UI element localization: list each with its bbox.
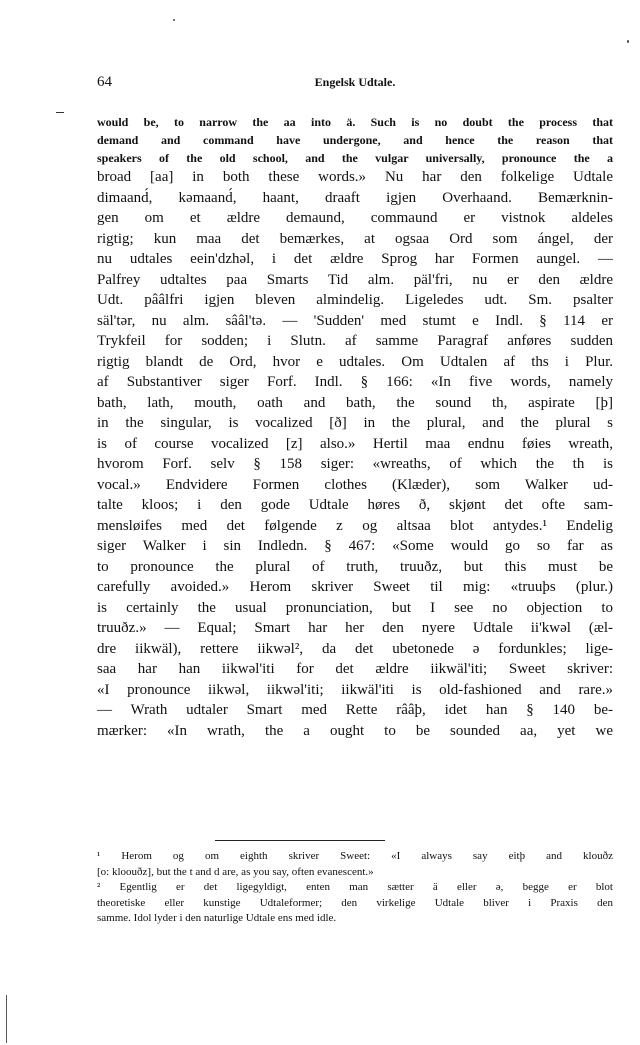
footnotes <box>97 849 613 927</box>
text-line: mærker: «In wrath, the a ought to be sounded aa, yet we <box>97 722 613 739</box>
dust-speck <box>173 19 175 21</box>
footnote-line: samme. Idol lyder i den naturlige Udtale ens med idle. <box>97 912 337 924</box>
text-line: af Substantiver siger Forf. Indl. § 166: «In five words, namely <box>97 374 613 390</box>
text-line: truuðz.» — Equal; Smart har her den nyere Udtale ii'kwəl (æl- <box>97 620 613 636</box>
margin-mark <box>56 112 64 113</box>
text-line: mensløifes med det følgende z og altsaa blot antydes.¹ Endelig <box>97 517 613 534</box>
text-line: rigtig; kun maa det bemærkes, at ogsaa Ord som ángel, der <box>97 230 613 247</box>
text-line: is of course vocalized [z] also.» Hertil maa endnu føies wreath, <box>97 435 613 452</box>
text-line: rigtig blandt de Ord, hvor e udtales. Om Udtalen af ths i Plur. <box>97 353 613 370</box>
text-line: vocal.» Endvidere Formen clothes (Klæder), som Walker ud- <box>97 476 613 493</box>
running-title: Engelsk Udtale. <box>314 75 396 89</box>
text-line: speakers of the old school, and the vulgar universally, pronounce the a <box>97 151 613 165</box>
margin-line <box>6 995 7 1043</box>
footnote-rule <box>215 840 385 841</box>
text-line: «I pronounce iikwəl, iikwəl'iti; iikwäl'iti is old-fashioned and rare.» <box>97 681 613 698</box>
text-line: Udt. pââlfri igjen bleven almindelig. Ligeledes udt. Sm. psalter <box>97 292 613 308</box>
text-line: would be, to narrow the aa into ä. Such is no doubt the process that <box>97 115 613 129</box>
footnote-line: [o: kloouðz], but the t and d are, as you say, often evanescent.» <box>97 865 374 878</box>
text-line: to pronounce the plural of truth, truuðz, but this must be <box>97 558 613 575</box>
body-text <box>97 113 613 741</box>
text-line: Trykfeil for sodden; i Slutn. af samme Paragraf anføres sudden <box>97 333 613 349</box>
page-number: 64 <box>97 74 112 90</box>
text-line: Palfrey udtaltes paa Smarts Tid alm. päl'fri, nu er den ældre <box>97 271 613 288</box>
text-line: broad [aa] in both these words.» Nu har den folkelige Udtale <box>97 169 613 185</box>
text-line: gen om et ældre demaund, commaund er vistnok aldeles <box>97 210 613 226</box>
dust-speck <box>627 40 629 43</box>
footnote-line: theoretiske eller kunstige Udtaleformer; den virkelige Udtale bliver i Praxis den <box>97 896 613 909</box>
text-line: dre iikwäl), rettere iikwəl², da det ubetonede ə fordunkles; lige- <box>97 640 613 657</box>
text-line: is certainly the usual pronunciation, but I see no objection to <box>97 599 613 616</box>
text-line: carefully avoided.» Herom skriver Sweet til mig: «truuþs (plur.) <box>97 579 613 595</box>
text-line: säl'tər, nu alm. sââl'tə. — 'Sudden' med stumt e Indl. § 114 er <box>97 312 613 329</box>
text-line: bath, lath, mouth, oath and bath, the sound th, aspirate [þ] <box>97 394 613 411</box>
footnote-line: ² Egentlig er det ligegyldigt, enten man sætter ä eller ə, begge er blot <box>97 881 613 893</box>
footnote-line: ¹ Herom og om eighth skriver Sweet: «I always say eitþ and klouðz <box>97 850 613 862</box>
page-header <box>97 74 613 96</box>
text-line: siger Walker i sin Indledn. § 467: «Some would go so far as <box>97 538 613 554</box>
text-line: saa har han iikwəl'iti for det ældre iikwäl'iti; Sweet skriver: <box>97 661 613 677</box>
text-line: talte kloos; i den gode Udtale høres ð, skjønt det ofte sam- <box>97 497 613 513</box>
text-line: demand and command have undergone, and hence the reason that <box>97 133 613 147</box>
text-line: hvorom Forf. selv § 158 siger: «wreaths, of which the th is <box>97 456 613 472</box>
text-line: dimaand́, kəmaand́, haant, draaft igjen Overhaand. Bemærknin- <box>97 189 613 206</box>
text-line: in the singular, is vocalized [ð] in the plural, and the plural s <box>97 415 613 431</box>
text-line: — Wrath udtaler Smart med Rette rââþ, idet han § 140 be- <box>97 702 613 718</box>
text-line: nu udtales eein'dzhəl, i det ældre Sprog har Formen aungel. — <box>97 251 613 267</box>
